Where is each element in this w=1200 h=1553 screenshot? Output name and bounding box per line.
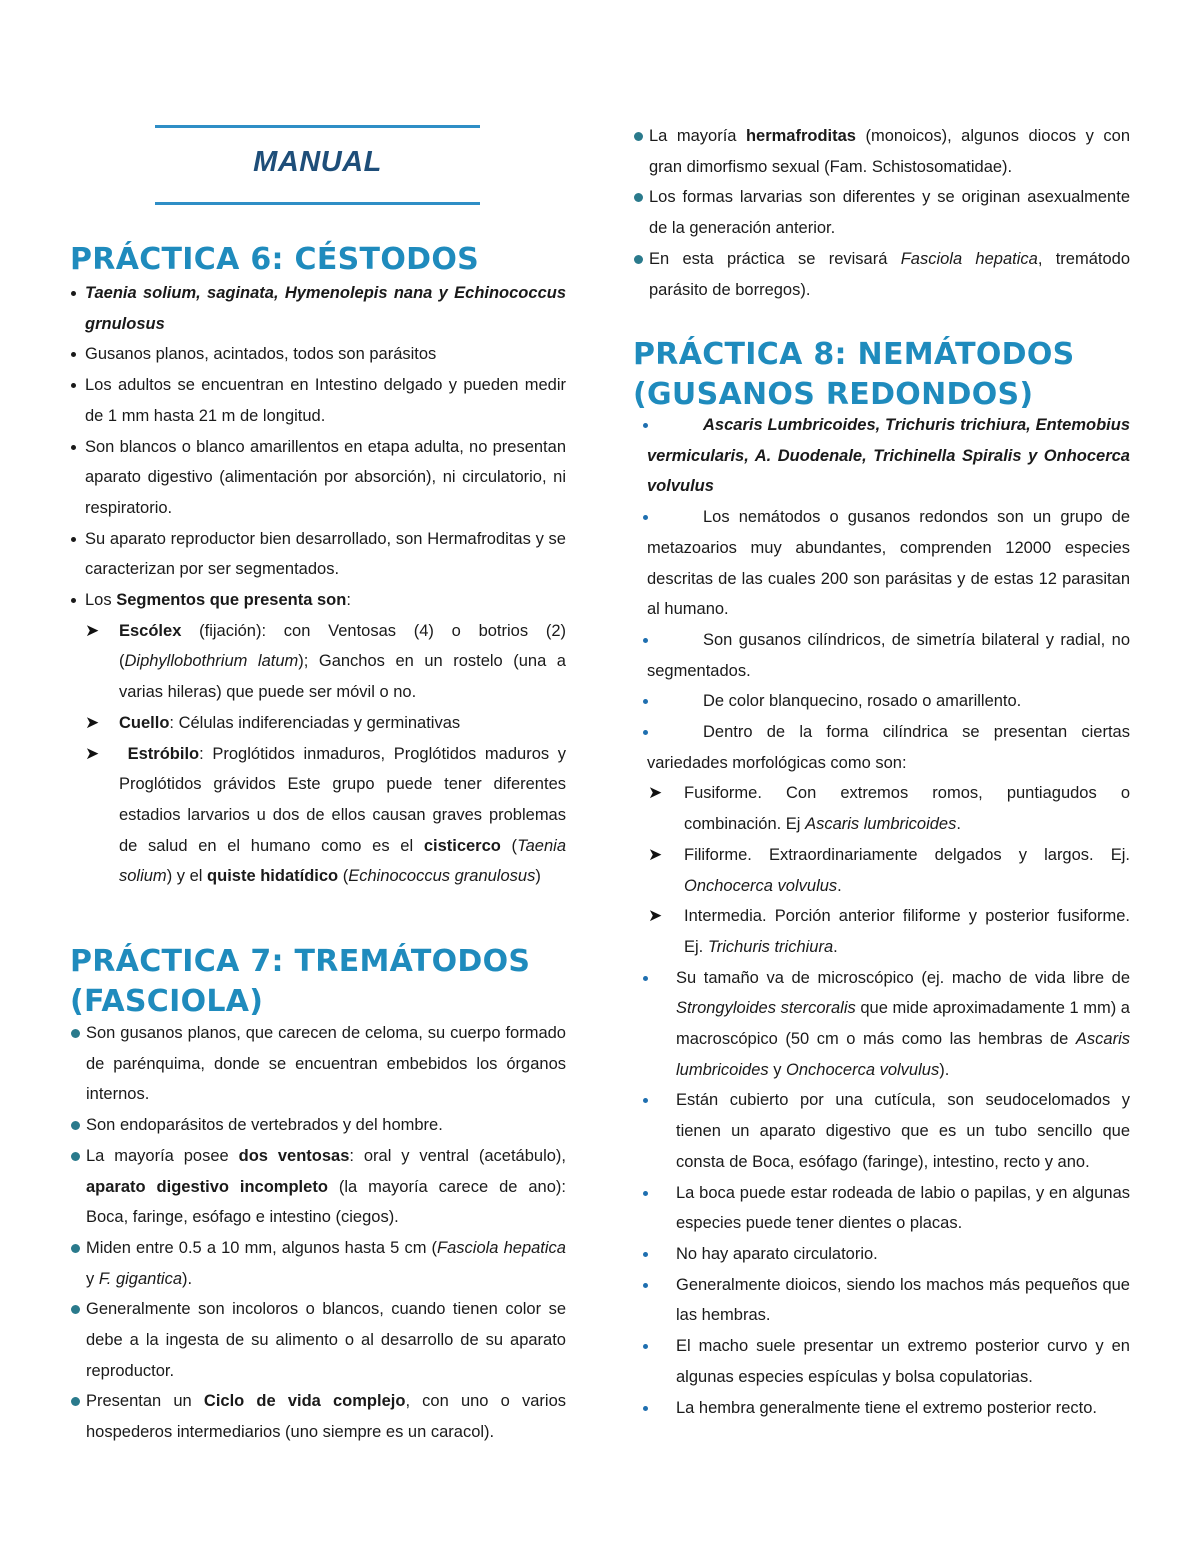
item-text: ( [500,836,518,855]
item-text: El macho suele presentar un extremo posterior curvo y en algunas especies espículas y bolsa copulatorias. [676,1337,1130,1386]
item-text: Intermedia. Porción anterior filiforme y posterior fusiforme. Ej. [684,907,1130,956]
item-text: Presentan un [86,1392,204,1411]
arrow-bullet-icon: ➤ [85,712,100,732]
item-text: ) y el [166,867,208,886]
list-item [70,1386,566,1447]
list-item [70,585,566,616]
list-item [633,244,1130,305]
list-item [633,1178,1130,1239]
item-italic: Strongyloides stercoralis [676,999,856,1018]
item-text: ( [338,867,349,886]
list-item [70,1233,566,1294]
item-bold: cisticerco [423,836,501,855]
list-item [633,502,1130,625]
item-text: La mayoría posee [86,1146,239,1165]
bullet-icon [71,291,76,296]
item-text: y [768,1060,787,1079]
item-text: Son gusanos planos, que carecen de celoma, su cuerpo formado de parénquima, donde se encuentran embebidos los órganos internos. [86,1024,566,1104]
item-italic: Echinococcus granulosus [348,867,536,886]
list-item [70,1110,566,1141]
arrow-bullet-icon: ➤ [648,844,663,864]
list-item [633,121,1130,182]
item-text: (fijación): con Ventosas (4) o botrios (2) ( [119,621,566,671]
bullet-icon [71,598,76,603]
round-bullet-icon [634,132,643,141]
round-bullet-icon [634,255,643,264]
item-text: ); Ganchos en un rostelo (una a varias hileras) que puede ser móvil o no. [119,652,566,702]
round-bullet-icon [71,1121,80,1130]
list-item [633,1331,1130,1392]
list-item [633,717,1130,778]
list-item [70,1141,566,1233]
practica-8-heading: PRÁCTICA 8: NEMÁTODOS (GUSANOS REDONDOS) [633,337,1075,412]
item-italic: Fasciola hepatica [437,1238,566,1257]
item-text: Los adultos se encuentran en Intestino delgado y pueden medir de 1 mm hasta 21 m de longitud. [85,376,566,425]
item-text: Son blancos o blanco amarillentos en etapa adulta, no presentan aparato digestivo (alimentación por absorción), ni circulatorio, ni respiratorio. [85,437,566,517]
arrow-bullet-icon: ➤ [85,743,100,763]
item-text: ). [182,1269,193,1288]
item-text: Gusanos planos, acintados, todos son parásitos [85,345,437,364]
item-text: : oral y ventral (acetábulo), [349,1146,566,1165]
item-text: Son endoparásitos de vertebrados y del hombre. [86,1116,443,1135]
item-text: Los [85,591,117,610]
item-italic: Onchocerca volvulus [684,876,838,895]
bullet-icon [643,1283,648,1288]
item-text: que mide aproximadamente 1 mm) a macroscópico (50 cm o más como las hembras de [676,999,1130,1049]
bullet-icon [71,383,76,388]
list-item [633,686,1130,717]
item-text: Los formas larvarias son diferentes y se originan asexualmente de la generación anterior. [649,188,1130,238]
list-item [70,1294,566,1386]
item-italic: Onchocerca volvulus [786,1060,940,1079]
item-text: Miden entre 0.5 a 10 mm, algunos hasta 5 cm ( [86,1238,438,1257]
practica-7-heading: PRÁCTICA 7: TREMÁTODOS (FASCIOLA) [70,944,531,1019]
manual-title: MANUAL [253,146,382,178]
arrow-bullet-icon: ➤ [648,906,663,926]
practica-6-list [70,278,566,892]
list-item [633,963,1130,1086]
sub-list-item [70,739,566,893]
item-text: De color blanquecino, rosado o amarillento. [703,692,1022,711]
item-bold: aparato digestivo incompleto [86,1177,328,1196]
arrow-bullet-icon: ➤ [85,620,100,640]
bullet-icon [71,537,76,542]
list-item [633,1239,1130,1270]
manual-bottom-rule [155,202,480,205]
bullet-icon [71,352,76,357]
item-italic: Diphyllobothrium latum [124,652,299,671]
item-bold: Estróbilo [127,744,200,763]
list-item [70,1018,566,1110]
item-bold: hermafroditas [745,127,856,145]
list-item [633,625,1130,686]
list-item [633,410,1130,502]
manual-top-rule [155,125,480,128]
bullet-icon [643,976,648,981]
item-text: ) [535,867,541,886]
item-italic: Fasciola hepatica [900,249,1038,268]
species-list: Ascaris Lumbricoides, Trichuris trichiura, Entemobius vermicularis, A. Duodenale, Trichinella Spiralis y Onhocerca volvulus [647,416,1130,496]
sub-list-item [70,708,566,739]
arrow-bullet-icon: ➤ [648,783,663,803]
round-bullet-icon [71,1152,80,1161]
bullet-icon [643,423,648,428]
item-text: La boca puede estar rodeada de labio o papilas, y en algunas especies puede tener dientes o placas. [676,1183,1130,1233]
list-item [70,432,566,524]
practica-8-list [633,410,1130,1423]
item-text: : Proglótidos inmaduros, Proglótidos maduros y Proglótidos grávidos Este grupo puede tener diferentes estadios larvarios u dos de ellos causan graves problemas de salud en el humano como es el [119,744,566,855]
bullet-icon [643,699,648,704]
item-text: y [86,1269,99,1288]
item-text: . [956,815,961,834]
item-bold: Ciclo de vida complejo [203,1392,406,1411]
item-text: Su tamaño va de microscópico (ej. macho de vida libre de [676,968,1130,987]
round-bullet-icon [634,193,643,202]
item-text: (la mayoría carece de ano): Boca, faringe, esófago e intestino (ciegos). [86,1177,566,1227]
list-item [633,1270,1130,1331]
item-text: Generalmente dioicos, siendo los machos más pequeños que las hembras. [676,1275,1130,1325]
item-text: . [837,876,842,895]
item-bold: Escólex [119,621,182,640]
item-italic: Ascaris lumbricoides [676,1030,1130,1079]
round-bullet-icon [71,1244,80,1253]
bullet-icon [643,1098,648,1103]
practica-6-heading: PRÁCTICA 6: CÉSTODOS [70,242,480,277]
item-italic: Ascaris lumbricoides [805,815,957,834]
item-text: La mayoría [649,127,746,145]
round-bullet-icon [71,1397,80,1406]
item-text: : [346,591,351,610]
item-italic: Trichuris trichiura [707,937,834,956]
item-text: La hembra generalmente tiene el extremo posterior recto. [676,1398,1097,1417]
item-bold: dos ventosas [238,1146,350,1165]
sub-list-item [633,901,1130,962]
practica-7-continued-list [633,121,1130,305]
item-text: Están cubierto por una cutícula, son seudocelomados y tienen un aparato digestivo que es un tubo sencillo que consta de Boca, esófago (faringe), intestino, recto y ano. [676,1091,1130,1171]
item-text: . [833,937,838,956]
bullet-icon [643,638,648,643]
list-item [70,370,566,431]
item-italic: Taenia solium [119,836,566,886]
list-item [70,339,566,370]
item-text: ). [939,1060,950,1079]
list-item [633,1085,1130,1177]
item-text: , tremátodo parásito de borregos). [649,249,1130,299]
bullet-icon [643,730,648,735]
item-text: Son gusanos cilíndricos, de simetría bilateral y radial, no segmentados. [647,630,1130,680]
list-item [633,182,1130,243]
item-text: Fusiforme. Con extremos romos, puntiagudos o combinación. Ej [684,784,1130,834]
bullet-icon [643,515,648,520]
practica-7-list [70,1018,566,1448]
item-text: Generalmente son incoloros o blancos, cuando tienen color se debe a la ingesta de su alimento o al desarrollo de su aparato reproductor. [86,1300,566,1380]
item-bold: quiste hidatídico [207,867,339,886]
round-bullet-icon [71,1029,80,1038]
item-text: Filiforme. Extraordinariamente delgados y largos. Ej. [684,845,1130,864]
item-bold: Cuello [119,713,170,732]
list-item [70,524,566,585]
item-text: (monoicos), algunos diocos y con gran dimorfismo sexual (Fam. Schistosomatidae). [649,127,1130,176]
bullet-icon [643,1191,648,1196]
item-text: : Células indiferenciadas y germinativas [169,713,461,732]
sub-list-item [633,778,1130,839]
bullet-icon [71,445,76,450]
sub-list-item [70,616,566,708]
item-bold: Segmentos que presenta son [116,591,347,610]
bullet-icon [643,1344,648,1349]
item-text: , con uno o varios hospederos intermediarios (uno siempre es un caracol). [86,1392,566,1442]
species-list: Taenia solium, saginata, Hymenolepis nana y Echinococcus grnulosus [85,284,566,333]
sub-list-item [633,840,1130,901]
item-text: Los nemátodos o gusanos redondos son un grupo de metazoarios muy abundantes, comprenden 12000 especies descritas de las cuales 200 son parásitas y de estas 12 parasitan al humano. [647,508,1130,619]
item-text: No hay aparato circulatorio. [676,1244,878,1263]
item-italic: F. gigantica [98,1269,183,1288]
list-item [70,278,566,339]
bullet-icon [643,1406,648,1411]
item-text: En esta práctica se revisará [649,249,901,268]
list-item [633,1393,1130,1424]
round-bullet-icon [71,1305,80,1314]
bullet-icon [643,1252,648,1257]
item-text: Dentro de la forma cilíndrica se presentan ciertas variedades morfológicas como son: [647,723,1130,772]
item-text: Su aparato reproductor bien desarrollado, son Hermafroditas y se caracterizan por ser segmentados. [85,529,566,579]
